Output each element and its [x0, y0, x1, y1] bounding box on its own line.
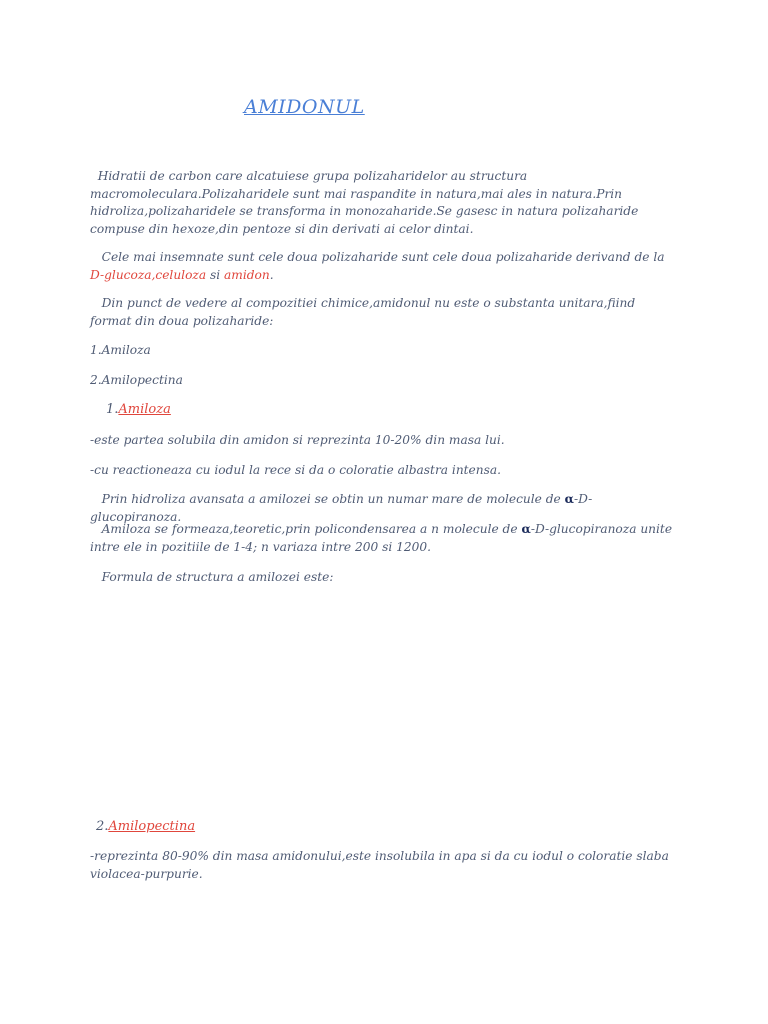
amilopectina-paragraph: -reprezinta 80-90% din masa amidonului,este insolubila in apa si da cu iodul o coloratie slaba violacea-purpurie.	[90, 849, 669, 881]
formation-text: Amiloza se formeaza,teoretic,prin policondensarea a n molecule de	[101, 522, 522, 536]
formula-text: Formula de structura a amilozei este:	[101, 570, 334, 584]
section-title-amilopectina: Amilopectina	[108, 819, 196, 834]
important-text: Cele mai insemnate sunt cele doua polizaharide sunt cele doua polizaharide derivand de la	[101, 250, 665, 264]
amiloza-solubility: -este partea solubila din amidon si reprezinta 10-20% din masa lui.	[90, 433, 505, 447]
list-item-amilopectina: 2.Amilopectina	[90, 373, 183, 387]
formation-product: -D-glucopiranoza unite intre ele in pozitiile de 1-4; n variaza intre 200 si 1200.	[90, 522, 673, 554]
formation-paragraph	[90, 521, 680, 556]
composition-paragraph	[90, 295, 680, 330]
glucoza-celuloza-highlight: D-glucoza,celuloza	[90, 267, 207, 282]
alpha-symbol: α	[521, 522, 531, 536]
intro-text: Hidratii de carbon care alcatuiese grupa polizaharidelor au structura macromoleculara.Polizaharidele sunt mai raspandite in natura,mai ales in natura.Prin hidroliza,polizaharidele se transforma in monozaharide.Se gasesc in natura polizaharide compuse din hexoze,din pentoze si din derivati ai celor dintai.	[90, 169, 639, 236]
amiloza-iod-reaction: -cu reactioneaza cu iodul la rece si da o coloratie albastra intensa.	[90, 463, 502, 477]
list-item-amiloza: 1.Amiloza	[90, 343, 151, 357]
alpha-symbol: α	[564, 492, 575, 506]
section-number: 2.	[96, 819, 109, 834]
amidon-highlight: amidon	[224, 267, 270, 282]
composition-text: Din punct de vedere al compozitiei chimice,amidonul nu este o substanta unitara,fiind format din doua polizaharide:	[90, 296, 636, 328]
important-connector: si	[206, 267, 225, 282]
document-title: AMIDONUL	[244, 96, 365, 118]
hydrolysis-product: -D-glucopiranoza.	[90, 492, 593, 524]
section-heading-amilopectina	[96, 818, 686, 836]
section-number: 1.	[106, 402, 119, 417]
intro-paragraph	[90, 168, 680, 238]
formula-paragraph	[90, 569, 680, 587]
section-heading-amiloza	[106, 401, 696, 419]
important-paragraph	[90, 249, 680, 284]
section-title-amiloza: Amiloza	[118, 402, 171, 417]
hydrolysis-text: Prin hidroliza avansata a amilozei se obtin un numar mare de molecule de	[101, 492, 565, 506]
important-end: .	[269, 267, 274, 282]
